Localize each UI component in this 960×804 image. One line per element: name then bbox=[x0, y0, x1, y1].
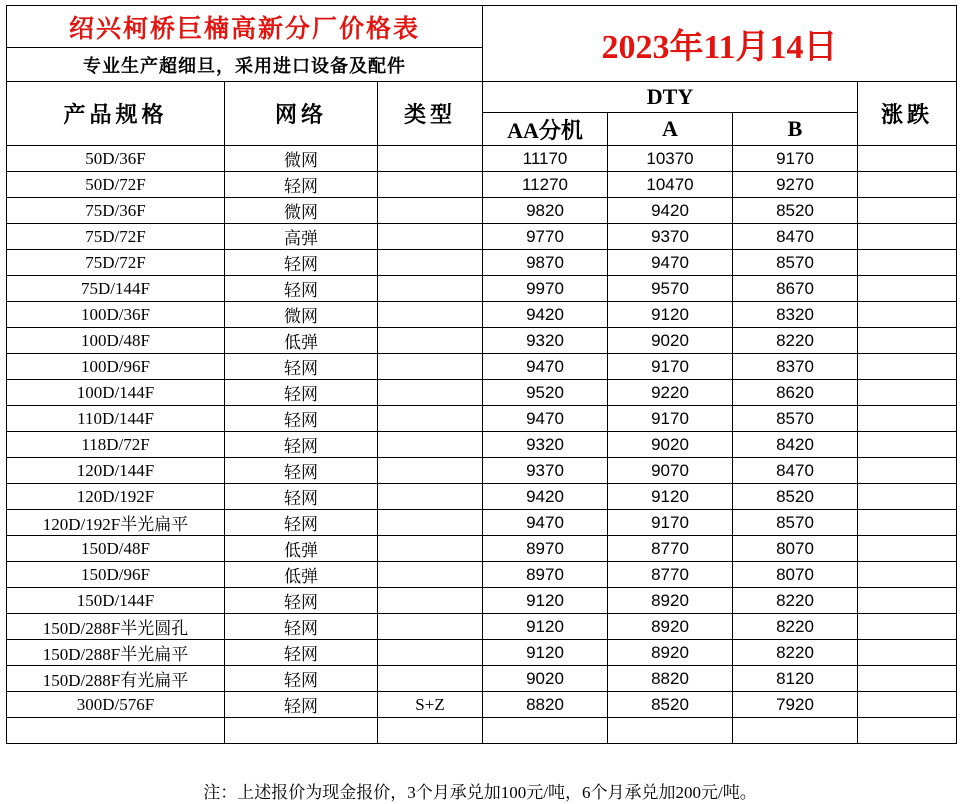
cell-spec: 75D/72F bbox=[7, 224, 225, 250]
cell-spec: 100D/144F bbox=[7, 380, 225, 406]
cell-type bbox=[378, 328, 483, 354]
cell-change bbox=[858, 666, 957, 692]
cell-type bbox=[378, 640, 483, 666]
table-row bbox=[7, 354, 957, 380]
cell-network: 轻网 bbox=[225, 692, 378, 718]
cell-network: 轻网 bbox=[225, 172, 378, 198]
cell-price-aa: 9120 bbox=[483, 614, 608, 640]
cell-price-a: 10370 bbox=[608, 146, 733, 172]
empty-cell bbox=[483, 718, 608, 744]
col-header-dty: DTY bbox=[483, 82, 858, 113]
cell-price-aa: 11170 bbox=[483, 146, 608, 172]
cell-change bbox=[858, 302, 957, 328]
cell-change bbox=[858, 224, 957, 250]
cell-type bbox=[378, 432, 483, 458]
cell-price-a: 8920 bbox=[608, 588, 733, 614]
cell-type bbox=[378, 458, 483, 484]
table-row-empty bbox=[7, 718, 957, 744]
cell-price-a: 8770 bbox=[608, 562, 733, 588]
cell-price-b: 8070 bbox=[733, 562, 858, 588]
cell-network: 微网 bbox=[225, 146, 378, 172]
cell-spec: 300D/576F bbox=[7, 692, 225, 718]
cell-spec: 50D/36F bbox=[7, 146, 225, 172]
cell-price-aa: 11270 bbox=[483, 172, 608, 198]
cell-price-aa: 8970 bbox=[483, 536, 608, 562]
cell-price-b: 8570 bbox=[733, 250, 858, 276]
cell-price-aa: 8970 bbox=[483, 562, 608, 588]
cell-price-b: 8070 bbox=[733, 536, 858, 562]
cell-type bbox=[378, 536, 483, 562]
cell-type bbox=[378, 172, 483, 198]
col-header-a: A bbox=[608, 113, 733, 146]
cell-price-aa: 8820 bbox=[483, 692, 608, 718]
cell-network: 轻网 bbox=[225, 276, 378, 302]
table-row bbox=[7, 536, 957, 562]
cell-network: 高弹 bbox=[225, 224, 378, 250]
cell-price-a: 8770 bbox=[608, 536, 733, 562]
cell-type bbox=[378, 510, 483, 536]
cell-price-b: 8220 bbox=[733, 614, 858, 640]
table-row bbox=[7, 588, 957, 614]
table-row bbox=[7, 640, 957, 666]
cell-price-b: 7920 bbox=[733, 692, 858, 718]
empty-cell bbox=[7, 718, 225, 744]
cell-network: 轻网 bbox=[225, 406, 378, 432]
cell-type bbox=[378, 250, 483, 276]
cell-price-a: 9470 bbox=[608, 250, 733, 276]
cell-change bbox=[858, 406, 957, 432]
cell-price-aa: 9470 bbox=[483, 510, 608, 536]
cell-price-aa: 9470 bbox=[483, 406, 608, 432]
cell-spec: 100D/36F bbox=[7, 302, 225, 328]
cell-network: 微网 bbox=[225, 198, 378, 224]
cell-price-a: 9170 bbox=[608, 406, 733, 432]
cell-spec: 110D/144F bbox=[7, 406, 225, 432]
cell-price-a: 8820 bbox=[608, 666, 733, 692]
table-row bbox=[7, 198, 957, 224]
cell-spec: 150D/48F bbox=[7, 536, 225, 562]
cell-spec: 120D/192F bbox=[7, 484, 225, 510]
cell-spec: 100D/96F bbox=[7, 354, 225, 380]
cell-network: 轻网 bbox=[225, 250, 378, 276]
cell-type bbox=[378, 406, 483, 432]
cell-network: 轻网 bbox=[225, 354, 378, 380]
col-header-aa: AA分机 bbox=[483, 113, 608, 146]
cell-type bbox=[378, 562, 483, 588]
cell-change bbox=[858, 354, 957, 380]
cell-price-a: 9220 bbox=[608, 380, 733, 406]
price-table bbox=[6, 5, 957, 744]
cell-network: 轻网 bbox=[225, 380, 378, 406]
table-row bbox=[7, 276, 957, 302]
cell-price-a: 9370 bbox=[608, 224, 733, 250]
cell-price-a: 9020 bbox=[608, 328, 733, 354]
cell-change bbox=[858, 484, 957, 510]
cell-spec: 150D/288F半光圆孔 bbox=[7, 614, 225, 640]
table-row bbox=[7, 146, 957, 172]
table-row bbox=[7, 484, 957, 510]
table-row bbox=[7, 302, 957, 328]
cell-change bbox=[858, 458, 957, 484]
table-row bbox=[7, 380, 957, 406]
cell-type bbox=[378, 198, 483, 224]
cell-price-a: 9070 bbox=[608, 458, 733, 484]
cell-price-aa: 9320 bbox=[483, 328, 608, 354]
empty-cell bbox=[858, 718, 957, 744]
cell-price-aa: 9420 bbox=[483, 484, 608, 510]
cell-price-aa: 9320 bbox=[483, 432, 608, 458]
cell-network: 轻网 bbox=[225, 484, 378, 510]
cell-price-a: 9120 bbox=[608, 484, 733, 510]
table-row bbox=[7, 510, 957, 536]
table-row bbox=[7, 458, 957, 484]
empty-cell bbox=[733, 718, 858, 744]
cell-spec: 120D/192F半光扁平 bbox=[7, 510, 225, 536]
table-row bbox=[7, 250, 957, 276]
cell-price-b: 8220 bbox=[733, 588, 858, 614]
cell-price-aa: 9420 bbox=[483, 302, 608, 328]
cell-price-b: 8220 bbox=[733, 328, 858, 354]
cell-spec: 150D/288F有光扁平 bbox=[7, 666, 225, 692]
cell-change bbox=[858, 172, 957, 198]
sheet-date: 2023年11月14日 bbox=[483, 6, 957, 82]
table-row bbox=[7, 224, 957, 250]
cell-change bbox=[858, 432, 957, 458]
cell-price-a: 9120 bbox=[608, 302, 733, 328]
cell-type bbox=[378, 224, 483, 250]
cell-price-b: 8320 bbox=[733, 302, 858, 328]
cell-spec: 120D/144F bbox=[7, 458, 225, 484]
cell-price-a: 9170 bbox=[608, 510, 733, 536]
cell-price-b: 8620 bbox=[733, 380, 858, 406]
cell-network: 轻网 bbox=[225, 666, 378, 692]
cell-price-b: 8370 bbox=[733, 354, 858, 380]
cell-change bbox=[858, 588, 957, 614]
sheet-subtitle: 专业生产超细旦，采用进口设备及配件 bbox=[7, 48, 483, 82]
cell-price-aa: 9970 bbox=[483, 276, 608, 302]
cell-change bbox=[858, 614, 957, 640]
cell-type bbox=[378, 354, 483, 380]
cell-price-b: 8570 bbox=[733, 510, 858, 536]
cell-price-b: 8520 bbox=[733, 198, 858, 224]
cell-change bbox=[858, 380, 957, 406]
sheet-title: 绍兴柯桥巨楠高新分厂价格表 bbox=[7, 6, 483, 48]
cell-network: 轻网 bbox=[225, 458, 378, 484]
cell-change bbox=[858, 510, 957, 536]
empty-cell bbox=[225, 718, 378, 744]
price-sheet bbox=[6, 5, 957, 744]
cell-price-b: 8470 bbox=[733, 224, 858, 250]
cell-price-aa: 9770 bbox=[483, 224, 608, 250]
cell-network: 轻网 bbox=[225, 640, 378, 666]
col-header-spec: 产品规格 bbox=[7, 82, 225, 146]
cell-price-a: 8920 bbox=[608, 614, 733, 640]
cell-change bbox=[858, 250, 957, 276]
table-row bbox=[7, 666, 957, 692]
col-header-type: 类型 bbox=[378, 82, 483, 146]
cell-price-aa: 9020 bbox=[483, 666, 608, 692]
table-row bbox=[7, 692, 957, 718]
cell-type bbox=[378, 302, 483, 328]
cell-spec: 75D/36F bbox=[7, 198, 225, 224]
cell-network: 低弹 bbox=[225, 536, 378, 562]
cell-price-aa: 9120 bbox=[483, 640, 608, 666]
cell-spec: 150D/96F bbox=[7, 562, 225, 588]
table-row bbox=[7, 614, 957, 640]
cell-change bbox=[858, 328, 957, 354]
cell-change bbox=[858, 146, 957, 172]
cell-price-aa: 9820 bbox=[483, 198, 608, 224]
cell-price-b: 9170 bbox=[733, 146, 858, 172]
cell-network: 轻网 bbox=[225, 432, 378, 458]
table-row bbox=[7, 328, 957, 354]
cell-spec: 50D/72F bbox=[7, 172, 225, 198]
cell-type bbox=[378, 614, 483, 640]
cell-price-b: 8120 bbox=[733, 666, 858, 692]
cell-spec: 75D/144F bbox=[7, 276, 225, 302]
cell-price-aa: 9520 bbox=[483, 380, 608, 406]
cell-price-b: 8670 bbox=[733, 276, 858, 302]
cell-change bbox=[858, 198, 957, 224]
table-row bbox=[7, 406, 957, 432]
cell-type bbox=[378, 146, 483, 172]
cell-price-aa: 9470 bbox=[483, 354, 608, 380]
cell-price-b: 8520 bbox=[733, 484, 858, 510]
empty-cell bbox=[378, 718, 483, 744]
footer-note: 注：上述报价为现金报价，3个月承兑加100元/吨，6个月承兑加200元/吨。 bbox=[203, 783, 757, 802]
cell-price-a: 9420 bbox=[608, 198, 733, 224]
cell-price-a: 8920 bbox=[608, 640, 733, 666]
table-row bbox=[7, 172, 957, 198]
cell-spec: 150D/288F半光扁平 bbox=[7, 640, 225, 666]
cell-network: 轻网 bbox=[225, 510, 378, 536]
cell-spec: 150D/144F bbox=[7, 588, 225, 614]
cell-spec: 100D/48F bbox=[7, 328, 225, 354]
cell-network: 微网 bbox=[225, 302, 378, 328]
col-header-change: 涨跌 bbox=[858, 82, 957, 146]
cell-change bbox=[858, 276, 957, 302]
cell-change bbox=[858, 640, 957, 666]
cell-type bbox=[378, 666, 483, 692]
cell-spec: 118D/72F bbox=[7, 432, 225, 458]
cell-price-aa: 9870 bbox=[483, 250, 608, 276]
cell-network: 轻网 bbox=[225, 614, 378, 640]
cell-price-a: 8520 bbox=[608, 692, 733, 718]
cell-type bbox=[378, 380, 483, 406]
cell-price-b: 9270 bbox=[733, 172, 858, 198]
cell-network: 轻网 bbox=[225, 588, 378, 614]
cell-price-b: 8420 bbox=[733, 432, 858, 458]
table-row bbox=[7, 432, 957, 458]
cell-price-aa: 9120 bbox=[483, 588, 608, 614]
cell-type bbox=[378, 276, 483, 302]
cell-change bbox=[858, 536, 957, 562]
col-header-network: 网络 bbox=[225, 82, 378, 146]
cell-price-aa: 9370 bbox=[483, 458, 608, 484]
cell-network: 低弹 bbox=[225, 328, 378, 354]
cell-price-b: 8570 bbox=[733, 406, 858, 432]
cell-type: S+Z bbox=[378, 692, 483, 718]
empty-cell bbox=[608, 718, 733, 744]
cell-type bbox=[378, 588, 483, 614]
cell-network: 低弹 bbox=[225, 562, 378, 588]
cell-price-b: 8220 bbox=[733, 640, 858, 666]
cell-price-a: 9570 bbox=[608, 276, 733, 302]
cell-change bbox=[858, 692, 957, 718]
cell-price-a: 9170 bbox=[608, 354, 733, 380]
table-row bbox=[7, 562, 957, 588]
cell-spec: 75D/72F bbox=[7, 250, 225, 276]
cell-change bbox=[858, 562, 957, 588]
cell-price-b: 8470 bbox=[733, 458, 858, 484]
cell-type bbox=[378, 484, 483, 510]
cell-price-a: 9020 bbox=[608, 432, 733, 458]
col-header-b: B bbox=[733, 113, 858, 146]
cell-price-a: 10470 bbox=[608, 172, 733, 198]
